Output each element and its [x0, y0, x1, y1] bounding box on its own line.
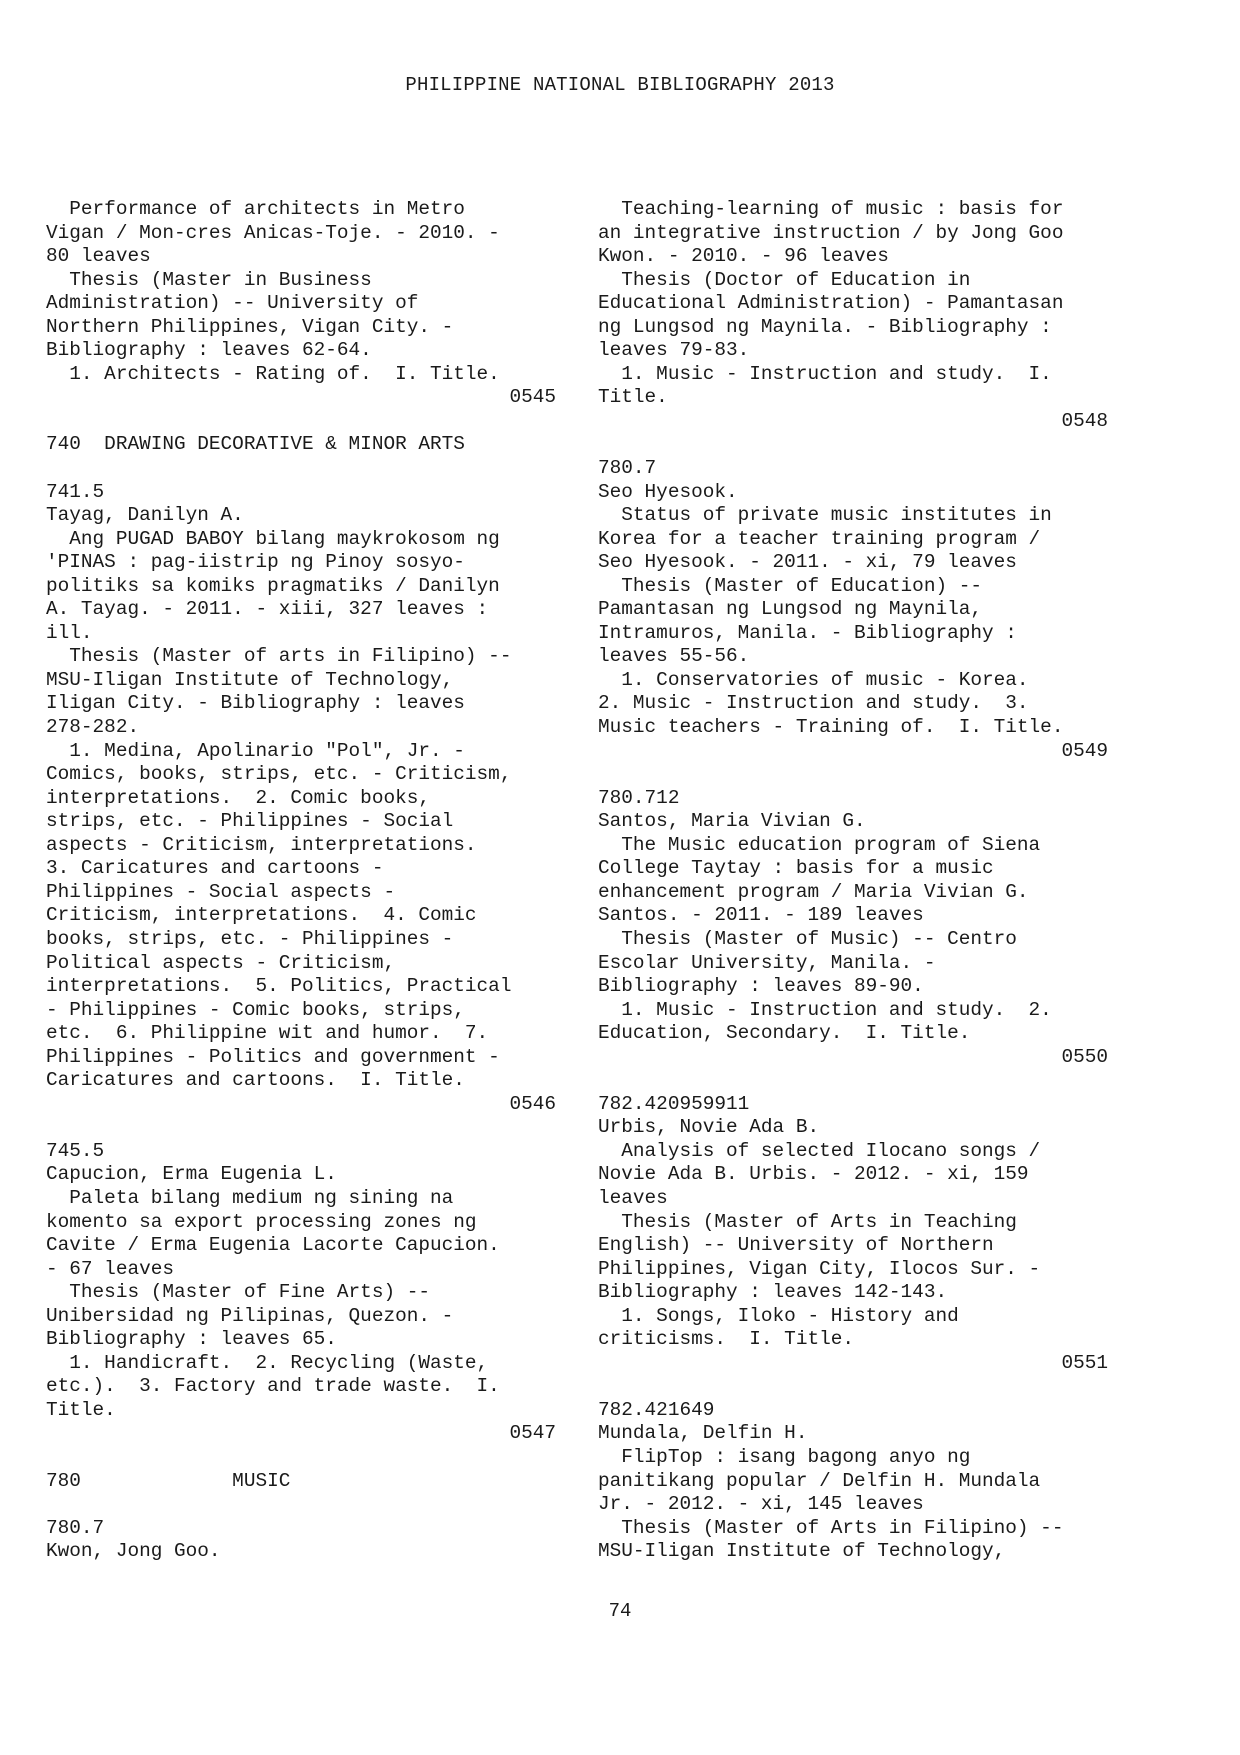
text-line: 1. Songs, Iloko - History and	[598, 1304, 959, 1327]
text-line: Novie Ada B. Urbis. - 2012. - xi, 159	[598, 1163, 1029, 1186]
text-line: Thesis (Doctor of Education in	[598, 268, 971, 291]
text-line: ng Lungsod ng Maynila. - Bibliography :	[598, 315, 1052, 338]
entry-number: 0549	[1061, 739, 1108, 762]
text-line: Educational Administration) - Pamantasan	[598, 292, 1064, 315]
text-line: Capucion, Erma Eugenia L.	[46, 1163, 337, 1186]
text-line: Political aspects - Criticism,	[46, 951, 396, 974]
text-line: Korea for a teacher training program /	[598, 527, 1041, 550]
text-line: Caricatures and cartoons. I. Title.	[46, 1069, 465, 1092]
text-line: leaves 55-56.	[598, 645, 750, 668]
text-line: Jr. - 2012. - xi, 145 leaves	[598, 1493, 924, 1516]
text-line: Kwon, Jong Goo.	[46, 1540, 221, 1563]
text-line: Intramuros, Manila. - Bibliography :	[598, 621, 1017, 644]
text-line: leaves 79-83.	[598, 339, 750, 362]
text-line	[598, 1375, 1108, 1399]
text-line: interpretations. 5. Politics, Practical	[46, 975, 512, 998]
text-line: panitikang popular / Delfin H. Mundala	[598, 1469, 1041, 1492]
text-line: - Philippines - Comic books, strips,	[46, 998, 465, 1021]
text-line	[598, 763, 1108, 787]
text-line: Thesis (Master of Fine Arts) --	[46, 1281, 430, 1304]
entry-number: 0547	[509, 1422, 556, 1445]
text-line: Escolar University, Manila. -	[598, 951, 936, 974]
text-line: politiks sa komiks pragmatiks / Danilyn	[46, 574, 500, 597]
text-line	[46, 457, 556, 481]
text-line: an integrative instruction / by Jong Goo	[598, 221, 1064, 244]
text-line: Thesis (Master of arts in Filipino) --	[46, 645, 512, 668]
text-line: Title.	[598, 386, 668, 409]
text-line: Title.	[46, 1398, 116, 1421]
text-line: 1. Conservatories of music - Korea.	[598, 668, 1029, 691]
text-line: 3. Caricatures and cartoons -	[46, 857, 384, 880]
text-line: Seo Hyesook. - 2011. - xi, 79 leaves	[598, 551, 1017, 574]
text-line: komento sa export processing zones ng	[46, 1210, 477, 1233]
text-line: aspects - Criticism, interpretations.	[46, 833, 477, 856]
text-line	[598, 433, 1108, 457]
text-line: Thesis (Master of Education) --	[598, 574, 982, 597]
text-line: etc.). 3. Factory and trade waste. I.	[46, 1375, 500, 1398]
text-line: Thesis (Master of Arts in Teaching	[598, 1210, 1017, 1233]
text-line: English) -- University of Northern	[598, 1234, 994, 1257]
text-line: Unibersidad ng Pilipinas, Quezon. -	[46, 1304, 454, 1327]
text-line: Criticism, interpretations. 4. Comic	[46, 904, 477, 927]
text-line: 780.712	[598, 786, 680, 809]
text-line: strips, etc. - Philippines - Social	[46, 810, 454, 833]
text-line: Education, Secondary. I. Title.	[598, 1022, 971, 1045]
text-line: Mundala, Delfin H.	[598, 1422, 808, 1445]
text-line: Philippines - Politics and government -	[46, 1045, 500, 1068]
text-line: College Taytay : basis for a music	[598, 857, 994, 880]
text-line: Philippines - Social aspects -	[46, 880, 396, 903]
text-line: Thesis (Master of Music) -- Centro	[598, 927, 1017, 950]
text-line: Philippines, Vigan City, Ilocos Sur. -	[598, 1257, 1041, 1280]
text-line: etc. 6. Philippine wit and humor. 7.	[46, 1022, 489, 1045]
text-line: 1. Music - Instruction and study. 2.	[598, 998, 1052, 1021]
text-line: 278-282.	[46, 716, 140, 739]
text-line: - 67 leaves	[46, 1257, 174, 1280]
text-line: A. Tayag. - 2011. - xiii, 327 leaves :	[46, 598, 489, 621]
text-line	[598, 1069, 1108, 1093]
text-line: Bibliography : leaves 142-143.	[598, 1281, 948, 1304]
text-line: Performance of architects in Metro	[46, 198, 465, 220]
text-line	[46, 1493, 556, 1517]
entry-number: 0551	[1061, 1351, 1108, 1374]
text-line: Bibliography : leaves 65.	[46, 1328, 337, 1351]
text-line: FlipTop : isang bagong anyo ng	[598, 1445, 971, 1468]
text-line	[46, 1116, 556, 1140]
entry-number: 0545	[509, 386, 556, 409]
text-line: criticisms. I. Title.	[598, 1328, 854, 1351]
text-line: Administration) -- University of	[46, 292, 419, 315]
text-line: Thesis (Master in Business	[46, 268, 372, 291]
text-line: Santos. - 2011. - 189 leaves	[598, 904, 924, 927]
entry-number: 0550	[1061, 1045, 1108, 1068]
text-line: 741.5	[46, 480, 105, 503]
text-line: Santos, Maria Vivian G.	[598, 810, 866, 833]
text-line: Analysis of selected Ilocano songs /	[598, 1139, 1041, 1162]
entry-number: 0546	[509, 1092, 556, 1115]
text-line: Status of private music institutes in	[598, 504, 1052, 527]
text-line: Bibliography : leaves 62-64.	[46, 339, 372, 362]
text-line: 80 leaves	[46, 245, 151, 268]
text-line: 780.7	[598, 457, 657, 480]
text-line: 780 MUSIC	[46, 1469, 291, 1492]
text-line: 780.7	[46, 1516, 105, 1539]
text-line: leaves	[598, 1186, 668, 1209]
text-line: ill.	[46, 621, 93, 644]
text-line	[46, 410, 556, 434]
text-line: Comics, books, strips, etc. - Criticism,	[46, 763, 512, 786]
text-line: Teaching-learning of music : basis for	[598, 198, 1064, 220]
text-line: Paleta bilang medium ng sining na	[46, 1186, 454, 1209]
text-line: Seo Hyesook.	[598, 480, 738, 503]
text-line	[46, 1446, 556, 1470]
text-line: enhancement program / Maria Vivian G.	[598, 880, 1029, 903]
text-line: Thesis (Master of Arts in Filipino) --	[598, 1516, 1064, 1539]
text-line: 1. Handicraft. 2. Recycling (Waste,	[46, 1351, 489, 1374]
text-line: Ang PUGAD BABOY bilang maykrokosom ng	[46, 527, 500, 550]
text-line: Cavite / Erma Eugenia Lacorte Capucion.	[46, 1234, 500, 1257]
text-line: Tayag, Danilyn A.	[46, 504, 244, 527]
text-line: Iligan City. - Bibliography : leaves	[46, 692, 465, 715]
left-column	[46, 198, 556, 1564]
text-line: Vigan / Mon-cres Anicas-Toje. - 2010. -	[46, 221, 500, 244]
text-line: Northern Philippines, Vigan City. -	[46, 315, 454, 338]
text-line: 740 DRAWING DECORATIVE & MINOR ARTS	[46, 433, 465, 456]
page-number: 74	[608, 1600, 632, 1622]
text-line: Music teachers - Training of. I. Title.	[598, 716, 1064, 739]
entry-number: 0548	[1061, 409, 1108, 432]
text-line: 1. Music - Instruction and study. I.	[598, 362, 1052, 385]
text-line: 1. Medina, Apolinario "Pol", Jr. -	[46, 739, 465, 762]
text-line: 782.421649	[598, 1398, 715, 1421]
text-line: books, strips, etc. - Philippines -	[46, 927, 454, 950]
right-column	[598, 198, 1108, 1564]
text-line: Pamantasan ng Lungsod ng Maynila,	[598, 598, 982, 621]
page-header: PHILIPPINE NATIONAL BIBLIOGRAPHY 2013	[405, 74, 835, 96]
text-line: 745.5	[46, 1139, 105, 1162]
text-line: Bibliography : leaves 89-90.	[598, 975, 924, 998]
text-line: MSU-Iligan Institute of Technology,	[598, 1540, 1006, 1563]
text-line: 'PINAS : pag-iistrip ng Pinoy sosyo-	[46, 551, 465, 574]
text-line: 2. Music - Instruction and study. 3.	[598, 692, 1029, 715]
text-line: 782.420959911	[598, 1092, 750, 1115]
text-line: Kwon. - 2010. - 96 leaves	[598, 245, 889, 268]
text-line: interpretations. 2. Comic books,	[46, 786, 430, 809]
text-line: MSU-Iligan Institute of Technology,	[46, 668, 454, 691]
text-line: The Music education program of Siena	[598, 833, 1041, 856]
text-line: Urbis, Novie Ada B.	[598, 1116, 820, 1139]
text-line: 1. Architects - Rating of. I. Title.	[46, 362, 500, 385]
